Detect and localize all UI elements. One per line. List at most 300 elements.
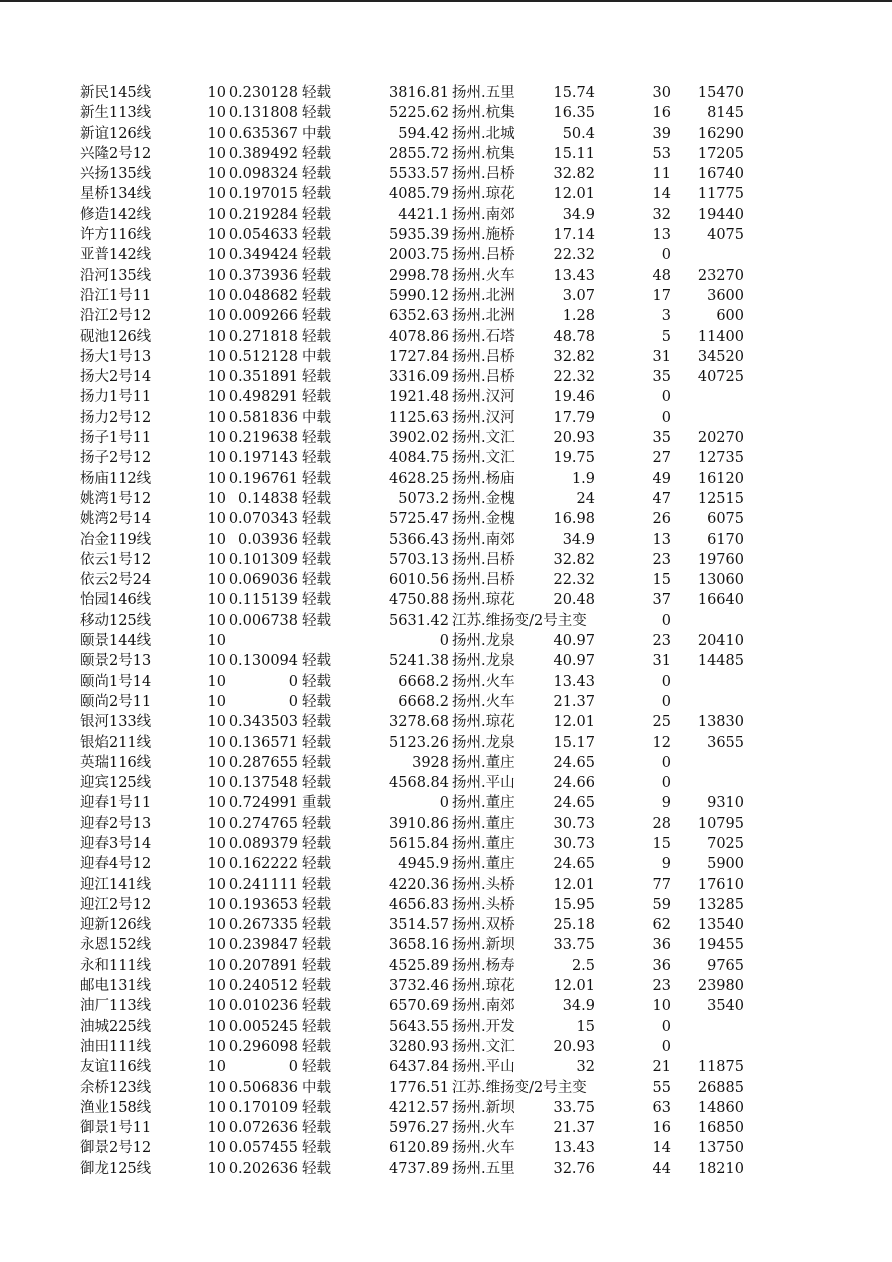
cell-load-ratio[interactable]: 0.239847 (228, 937, 298, 954)
cell-count[interactable]: 62 (652, 917, 671, 934)
cell-count[interactable]: 36 (652, 957, 671, 974)
cell-substation[interactable]: 扬州.董庄 (452, 795, 515, 812)
cell-length[interactable]: 40.97 (553, 633, 595, 650)
cell-kva[interactable]: 18210 (697, 1160, 744, 1177)
cell-load-ratio[interactable]: 0.131808 (228, 105, 298, 122)
cell-count[interactable]: 25 (652, 714, 671, 731)
cell-load-status[interactable]: 轻载 (302, 1038, 331, 1055)
cell-voltage[interactable]: 10 (207, 1160, 226, 1177)
cell-length[interactable]: 20.93 (553, 430, 595, 447)
cell-voltage[interactable]: 10 (207, 937, 226, 954)
cell-capacity[interactable]: 0 (439, 633, 449, 650)
cell-substation[interactable]: 扬州.琼花 (452, 978, 515, 995)
cell-kva[interactable]: 40725 (697, 369, 744, 386)
cell-substation[interactable]: 扬州.文汇 (452, 430, 515, 447)
cell-length[interactable]: 13.43 (553, 673, 595, 690)
cell-load-ratio[interactable]: 0.219284 (228, 206, 298, 223)
cell-load-status[interactable]: 轻载 (302, 1160, 331, 1177)
cell-line-name[interactable]: 兴扬135线 (80, 166, 152, 183)
cell-voltage[interactable]: 10 (207, 430, 226, 447)
cell-line-name[interactable]: 迎春4号12 (80, 856, 152, 873)
cell-length[interactable]: 34.9 (562, 206, 595, 223)
cell-substation[interactable]: 扬州.琼花 (452, 714, 515, 731)
cell-capacity[interactable]: 3732.46 (389, 978, 449, 995)
cell-load-status[interactable]: 轻载 (302, 653, 331, 670)
cell-load-status[interactable]: 轻载 (302, 572, 331, 589)
cell-load-status[interactable]: 中载 (302, 409, 331, 426)
cell-line-name[interactable]: 银河133线 (80, 714, 152, 731)
cell-load-ratio[interactable]: 0.724991 (228, 795, 298, 812)
cell-substation[interactable]: 扬州.双桥 (452, 917, 515, 934)
cell-line-name[interactable]: 颐尚1号14 (80, 673, 152, 690)
cell-voltage[interactable]: 10 (207, 815, 226, 832)
cell-length[interactable]: 21.37 (553, 1120, 595, 1137)
cell-load-ratio[interactable]: 0.196761 (228, 470, 298, 487)
cell-length[interactable]: 24 (576, 490, 595, 507)
cell-substation[interactable]: 扬州.火车 (452, 267, 515, 284)
cell-kva[interactable]: 26885 (697, 1079, 744, 1096)
cell-length[interactable]: 15.74 (553, 85, 595, 101)
cell-length[interactable]: 40.97 (553, 653, 595, 670)
cell-load-status[interactable]: 轻载 (302, 978, 331, 995)
cell-count[interactable]: 21 (652, 1059, 671, 1076)
cell-load-ratio[interactable]: 0.207891 (228, 957, 298, 974)
cell-capacity[interactable]: 6120.89 (389, 1140, 449, 1157)
cell-load-status[interactable]: 轻载 (302, 754, 331, 771)
cell-line-name[interactable]: 油田111线 (80, 1038, 152, 1055)
cell-count[interactable]: 32 (652, 206, 671, 223)
cell-substation[interactable]: 扬州.董庄 (452, 856, 515, 873)
cell-capacity[interactable]: 5241.38 (389, 653, 449, 670)
cell-capacity[interactable]: 5935.39 (389, 227, 449, 244)
cell-length[interactable]: 30.73 (553, 815, 595, 832)
cell-voltage[interactable]: 10 (207, 835, 226, 852)
cell-kva[interactable]: 3600 (707, 287, 744, 304)
cell-load-status[interactable]: 轻载 (302, 450, 331, 467)
cell-line-name[interactable]: 御景2号12 (80, 1140, 152, 1157)
cell-kva[interactable]: 11775 (697, 186, 744, 203)
cell-load-status[interactable]: 轻载 (302, 1120, 331, 1137)
cell-load-status[interactable]: 轻载 (302, 917, 331, 934)
cell-substation[interactable]: 扬州.吕桥 (452, 348, 515, 365)
cell-capacity[interactable]: 5366.43 (389, 531, 449, 548)
cell-voltage[interactable]: 10 (207, 1120, 226, 1137)
cell-voltage[interactable]: 10 (207, 896, 226, 913)
cell-load-status[interactable]: 轻载 (302, 612, 331, 629)
cell-load-status[interactable] (302, 631, 338, 651)
cell-count[interactable]: 31 (652, 653, 671, 670)
cell-length[interactable]: 16.98 (553, 511, 595, 528)
cell-load-status[interactable]: 中载 (302, 348, 331, 365)
cell-line-name[interactable]: 渔业158线 (80, 1099, 152, 1116)
cell-kva[interactable]: 6170 (707, 531, 744, 548)
cell-length[interactable]: 24.65 (553, 856, 595, 873)
cell-kva[interactable]: 34520 (697, 348, 744, 365)
cell-length[interactable] (524, 1078, 595, 1098)
cell-load-status[interactable]: 轻载 (302, 856, 331, 873)
cell-length[interactable]: 34.9 (562, 998, 595, 1015)
cell-capacity[interactable]: 4078.86 (389, 328, 449, 345)
cell-load-ratio[interactable]: 0.349424 (228, 247, 298, 264)
cell-line-name[interactable]: 迎春1号11 (80, 795, 152, 812)
cell-count[interactable]: 14 (652, 1140, 671, 1157)
cell-line-name[interactable]: 砚池126线 (80, 328, 152, 345)
cell-length[interactable]: 24.66 (553, 775, 595, 792)
cell-substation[interactable]: 扬州.北洲 (452, 308, 515, 325)
cell-capacity[interactable]: 4220.36 (389, 876, 449, 893)
cell-load-status[interactable]: 中载 (302, 125, 331, 142)
cell-capacity[interactable]: 4945.9 (398, 856, 449, 873)
cell-load-status[interactable]: 轻载 (302, 490, 331, 507)
cell-kva[interactable]: 16290 (697, 125, 744, 142)
cell-kva[interactable]: 16740 (697, 166, 744, 183)
cell-load-status[interactable]: 轻载 (302, 287, 331, 304)
cell-substation[interactable]: 扬州.杨庙 (452, 470, 515, 487)
cell-voltage[interactable]: 10 (207, 490, 226, 507)
cell-load-status[interactable]: 轻载 (302, 775, 331, 792)
cell-voltage[interactable]: 10 (207, 267, 226, 284)
cell-voltage[interactable]: 10 (207, 653, 226, 670)
cell-load-ratio[interactable]: 0.197143 (228, 450, 298, 467)
cell-voltage[interactable]: 10 (207, 1038, 226, 1055)
cell-voltage[interactable]: 10 (207, 186, 226, 203)
cell-voltage[interactable]: 10 (207, 145, 226, 162)
cell-line-name[interactable]: 新谊126线 (80, 125, 152, 142)
cell-kva[interactable]: 20410 (697, 633, 744, 650)
cell-count[interactable]: 39 (652, 125, 671, 142)
cell-line-name[interactable]: 扬大1号13 (80, 348, 152, 365)
cell-line-name[interactable]: 颐尚2号11 (80, 693, 152, 710)
cell-length[interactable]: 19.75 (553, 450, 595, 467)
cell-line-name[interactable]: 新民145线 (80, 85, 152, 101)
cell-substation[interactable]: 扬州.火车 (452, 1120, 515, 1137)
cell-substation[interactable]: 扬州.吕桥 (452, 247, 515, 264)
cell-capacity[interactable]: 6437.84 (389, 1059, 449, 1076)
cell-substation[interactable]: 扬州.吕桥 (452, 572, 515, 589)
cell-line-name[interactable]: 扬力2号12 (80, 409, 152, 426)
cell-capacity[interactable]: 5703.13 (389, 551, 449, 568)
cell-count[interactable]: 55 (652, 1079, 671, 1096)
cell-length[interactable]: 33.75 (553, 1099, 595, 1116)
cell-length[interactable]: 22.32 (553, 247, 595, 264)
cell-load-ratio[interactable]: 0.267335 (228, 917, 298, 934)
cell-load-status[interactable]: 轻载 (302, 166, 331, 183)
cell-voltage[interactable]: 10 (207, 166, 226, 183)
cell-kva[interactable]: 19760 (697, 551, 744, 568)
cell-voltage[interactable]: 10 (207, 85, 226, 101)
cell-line-name[interactable]: 迎江141线 (80, 876, 152, 893)
cell-length[interactable]: 32 (576, 1059, 595, 1076)
cell-kva[interactable]: 600 (716, 308, 744, 325)
cell-load-status[interactable]: 轻载 (302, 206, 331, 223)
cell-load-ratio[interactable]: 0.202636 (228, 1160, 298, 1177)
cell-voltage[interactable]: 10 (207, 633, 226, 650)
cell-load-status[interactable]: 轻载 (302, 876, 331, 893)
cell-count[interactable]: 16 (652, 105, 671, 122)
cell-voltage[interactable]: 10 (207, 714, 226, 731)
cell-kva[interactable]: 4075 (707, 227, 744, 244)
cell-count[interactable]: 16 (652, 1120, 671, 1137)
cell-voltage[interactable]: 10 (207, 673, 226, 690)
cell-kva[interactable] (671, 672, 744, 692)
cell-substation[interactable]: 扬州.吕桥 (452, 166, 515, 183)
cell-load-ratio[interactable]: 0.241111 (228, 876, 298, 893)
cell-length[interactable]: 1.9 (571, 470, 595, 487)
cell-count[interactable]: 53 (652, 145, 671, 162)
cell-kva[interactable]: 23980 (697, 978, 744, 995)
cell-count[interactable]: 0 (661, 1018, 671, 1035)
cell-count[interactable]: 23 (652, 633, 671, 650)
cell-substation[interactable]: 扬州.汉河 (452, 389, 515, 406)
cell-substation[interactable]: 扬州.董庄 (452, 754, 515, 771)
cell-load-status[interactable]: 轻载 (302, 85, 331, 101)
cell-line-name[interactable]: 冶金119线 (80, 531, 152, 548)
cell-load-ratio[interactable]: 0.170109 (228, 1099, 298, 1116)
cell-load-ratio[interactable]: 0.219638 (228, 430, 298, 447)
cell-substation[interactable]: 扬州.杨寿 (452, 957, 515, 974)
cell-voltage[interactable]: 10 (207, 957, 226, 974)
cell-length[interactable]: 32.82 (553, 166, 595, 183)
cell-load-ratio[interactable]: 0 (288, 693, 298, 710)
cell-load-ratio[interactable]: 0.072636 (228, 1120, 298, 1137)
cell-line-name[interactable]: 移动125线 (80, 612, 152, 629)
cell-capacity[interactable]: 4421.1 (398, 206, 449, 223)
cell-line-name[interactable]: 沿江2号12 (80, 308, 152, 325)
cell-load-status[interactable]: 轻载 (302, 389, 331, 406)
cell-capacity[interactable]: 3278.68 (389, 714, 449, 731)
cell-capacity[interactable]: 6668.2 (398, 693, 449, 710)
cell-substation[interactable]: 扬州.头桥 (452, 896, 515, 913)
cell-load-status[interactable]: 轻载 (302, 896, 331, 913)
cell-capacity[interactable]: 4656.83 (389, 896, 449, 913)
cell-kva[interactable] (671, 387, 744, 407)
cell-capacity[interactable]: 5643.55 (389, 1018, 449, 1035)
cell-load-ratio[interactable]: 0.373936 (228, 267, 298, 284)
cell-load-status[interactable]: 轻载 (302, 369, 331, 386)
cell-load-status[interactable]: 轻载 (302, 673, 331, 690)
cell-length[interactable]: 48.78 (553, 328, 595, 345)
cell-count[interactable]: 44 (652, 1160, 671, 1177)
cell-capacity[interactable]: 5615.84 (389, 835, 449, 852)
cell-length[interactable]: 20.93 (553, 1038, 595, 1055)
cell-voltage[interactable]: 10 (207, 105, 226, 122)
cell-load-status[interactable]: 轻载 (302, 835, 331, 852)
cell-line-name[interactable]: 永和111线 (80, 957, 152, 974)
cell-length[interactable]: 12.01 (553, 978, 595, 995)
cell-capacity[interactable]: 4737.89 (389, 1160, 449, 1177)
cell-voltage[interactable]: 10 (207, 348, 226, 365)
cell-line-name[interactable]: 新生113线 (80, 105, 152, 122)
cell-count[interactable]: 27 (652, 450, 671, 467)
cell-line-name[interactable]: 迎春3号14 (80, 835, 152, 852)
cell-count[interactable]: 0 (661, 693, 671, 710)
cell-voltage[interactable]: 10 (207, 247, 226, 264)
cell-substation[interactable]: 扬州.北城 (452, 125, 515, 142)
cell-substation[interactable]: 扬州.火车 (452, 693, 515, 710)
cell-count[interactable]: 23 (652, 551, 671, 568)
cell-load-ratio[interactable]: 0.089379 (228, 835, 298, 852)
cell-count[interactable]: 17 (652, 287, 671, 304)
cell-count[interactable]: 0 (661, 612, 671, 629)
cell-capacity[interactable]: 3658.16 (389, 937, 449, 954)
cell-length[interactable]: 34.9 (562, 531, 595, 548)
cell-length[interactable]: 12.01 (553, 714, 595, 731)
cell-load-status[interactable]: 轻载 (302, 937, 331, 954)
cell-load-status[interactable]: 轻载 (302, 267, 331, 284)
cell-load-status[interactable]: 轻载 (302, 247, 331, 264)
cell-length[interactable] (524, 611, 595, 631)
cell-capacity[interactable]: 6010.56 (389, 572, 449, 589)
cell-kva[interactable]: 19440 (697, 206, 744, 223)
cell-length[interactable]: 15.17 (553, 734, 595, 751)
cell-capacity[interactable]: 5073.2 (398, 490, 449, 507)
cell-line-name[interactable]: 扬子1号11 (80, 430, 152, 447)
cell-substation[interactable]: 扬州.南郊 (452, 998, 515, 1015)
cell-load-ratio[interactable]: 0.101309 (228, 551, 298, 568)
cell-line-name[interactable]: 余桥123线 (80, 1079, 152, 1096)
cell-load-ratio[interactable]: 0.115139 (228, 592, 298, 609)
cell-length[interactable]: 16.35 (553, 105, 595, 122)
cell-line-name[interactable]: 星桥134线 (80, 186, 152, 203)
cell-capacity[interactable]: 4525.89 (389, 957, 449, 974)
cell-kva[interactable]: 14860 (697, 1099, 744, 1116)
cell-kva[interactable]: 13060 (697, 572, 744, 589)
cell-count[interactable]: 15 (652, 835, 671, 852)
cell-capacity[interactable]: 6668.2 (398, 673, 449, 690)
cell-voltage[interactable]: 10 (207, 511, 226, 528)
cell-load-ratio[interactable]: 0.162222 (228, 856, 298, 873)
cell-count[interactable]: 36 (652, 937, 671, 954)
cell-capacity[interactable]: 4084.75 (389, 450, 449, 467)
cell-load-ratio[interactable]: 0.498291 (228, 389, 298, 406)
cell-capacity[interactable]: 3928 (412, 754, 449, 771)
cell-load-ratio[interactable]: 0.057455 (228, 1140, 298, 1157)
cell-line-name[interactable]: 颐景144线 (80, 633, 152, 650)
cell-load-ratio[interactable]: 0 (288, 1059, 298, 1076)
cell-substation[interactable]: 扬州.新坝 (452, 937, 515, 954)
cell-voltage[interactable]: 10 (207, 998, 226, 1015)
cell-line-name[interactable]: 依云1号12 (80, 551, 152, 568)
cell-kva[interactable]: 3655 (707, 734, 744, 751)
cell-length[interactable]: 50.4 (562, 125, 595, 142)
cell-line-name[interactable]: 御龙125线 (80, 1160, 152, 1177)
cell-count[interactable]: 35 (652, 369, 671, 386)
cell-load-ratio[interactable] (226, 631, 298, 651)
cell-load-ratio[interactable]: 0.006738 (228, 612, 298, 629)
cell-load-status[interactable]: 轻载 (302, 1018, 331, 1035)
cell-voltage[interactable]: 10 (207, 125, 226, 142)
cell-substation[interactable]: 扬州.董庄 (452, 835, 515, 852)
cell-load-ratio[interactable]: 0.14838 (238, 490, 298, 507)
cell-voltage[interactable]: 10 (207, 795, 226, 812)
cell-count[interactable]: 0 (661, 409, 671, 426)
cell-line-name[interactable]: 扬力1号11 (80, 389, 152, 406)
cell-count[interactable]: 0 (661, 1038, 671, 1055)
cell-capacity[interactable]: 1125.63 (389, 409, 449, 426)
cell-length[interactable]: 24.65 (553, 795, 595, 812)
cell-load-status[interactable]: 轻载 (302, 1140, 331, 1157)
cell-substation[interactable]: 扬州.龙泉 (452, 633, 515, 650)
cell-load-status[interactable]: 轻载 (302, 551, 331, 568)
cell-load-status[interactable]: 轻载 (302, 957, 331, 974)
cell-count[interactable]: 11 (652, 166, 671, 183)
cell-count[interactable]: 28 (652, 815, 671, 832)
cell-length[interactable]: 21.37 (553, 693, 595, 710)
cell-load-status[interactable]: 轻载 (302, 1059, 331, 1076)
cell-capacity[interactable]: 5725.47 (389, 511, 449, 528)
cell-substation[interactable]: 扬州.头桥 (452, 876, 515, 893)
cell-length[interactable]: 3.07 (562, 287, 595, 304)
cell-capacity[interactable]: 5990.12 (389, 287, 449, 304)
cell-kva[interactable]: 13285 (697, 896, 744, 913)
cell-kva[interactable]: 8145 (707, 105, 744, 122)
cell-capacity[interactable]: 3280.93 (389, 1038, 449, 1055)
cell-line-name[interactable]: 邮电131线 (80, 978, 152, 995)
cell-length[interactable]: 12.01 (553, 876, 595, 893)
cell-voltage[interactable]: 10 (207, 775, 226, 792)
cell-voltage[interactable]: 10 (207, 531, 226, 548)
cell-length[interactable]: 15.95 (553, 896, 595, 913)
cell-substation[interactable]: 扬州.南郊 (452, 531, 515, 548)
cell-length[interactable]: 17.14 (553, 227, 595, 244)
cell-load-ratio[interactable]: 0.070343 (228, 511, 298, 528)
cell-load-status[interactable]: 轻载 (302, 328, 331, 345)
cell-line-name[interactable]: 迎新126线 (80, 917, 152, 934)
cell-load-ratio[interactable]: 0.506836 (228, 1079, 298, 1096)
cell-kva[interactable]: 13750 (697, 1140, 744, 1157)
cell-capacity[interactable]: 4628.25 (389, 470, 449, 487)
cell-load-ratio[interactable]: 0.193653 (228, 896, 298, 913)
cell-substation[interactable]: 扬州.吕桥 (452, 551, 515, 568)
cell-count[interactable]: 31 (652, 348, 671, 365)
cell-load-ratio[interactable]: 0.005245 (228, 1018, 298, 1035)
cell-count[interactable]: 59 (652, 896, 671, 913)
cell-load-ratio[interactable]: 0.271818 (228, 328, 298, 345)
cell-voltage[interactable]: 10 (207, 1099, 226, 1116)
cell-capacity[interactable]: 6352.63 (389, 308, 449, 325)
cell-line-name[interactable]: 油厂113线 (80, 998, 152, 1015)
cell-count[interactable]: 3 (661, 308, 671, 325)
cell-capacity[interactable]: 1776.51 (389, 1079, 449, 1096)
cell-length[interactable]: 32.82 (553, 551, 595, 568)
cell-length[interactable]: 19.46 (553, 389, 595, 406)
cell-capacity[interactable]: 3816.81 (389, 85, 449, 101)
cell-voltage[interactable]: 10 (207, 1079, 226, 1096)
cell-capacity[interactable]: 6570.69 (389, 998, 449, 1015)
cell-line-name[interactable]: 英瑞116线 (80, 754, 152, 771)
cell-length[interactable]: 2.5 (571, 957, 595, 974)
cell-load-status[interactable]: 轻载 (302, 531, 331, 548)
cell-line-name[interactable]: 御景1号11 (80, 1120, 152, 1137)
cell-line-name[interactable]: 兴隆2号12 (80, 145, 152, 162)
cell-load-ratio[interactable]: 0.274765 (228, 815, 298, 832)
cell-kva[interactable] (671, 773, 744, 793)
cell-line-name[interactable]: 永恩152线 (80, 937, 152, 954)
cell-kva[interactable]: 16120 (697, 470, 744, 487)
cell-length[interactable]: 30.73 (553, 835, 595, 852)
cell-kva[interactable]: 23270 (697, 267, 744, 284)
cell-capacity[interactable]: 4212.57 (389, 1099, 449, 1116)
cell-count[interactable]: 9 (661, 795, 671, 812)
cell-substation[interactable]: 扬州.龙泉 (452, 734, 515, 751)
cell-substation[interactable]: 扬州.石塔 (452, 328, 515, 345)
cell-kva[interactable]: 7025 (707, 835, 744, 852)
cell-voltage[interactable]: 10 (207, 308, 226, 325)
cell-length[interactable]: 32.82 (553, 348, 595, 365)
cell-voltage[interactable]: 10 (207, 592, 226, 609)
cell-load-ratio[interactable]: 0.581836 (228, 409, 298, 426)
cell-substation[interactable]: 扬州.平山 (452, 1059, 515, 1076)
